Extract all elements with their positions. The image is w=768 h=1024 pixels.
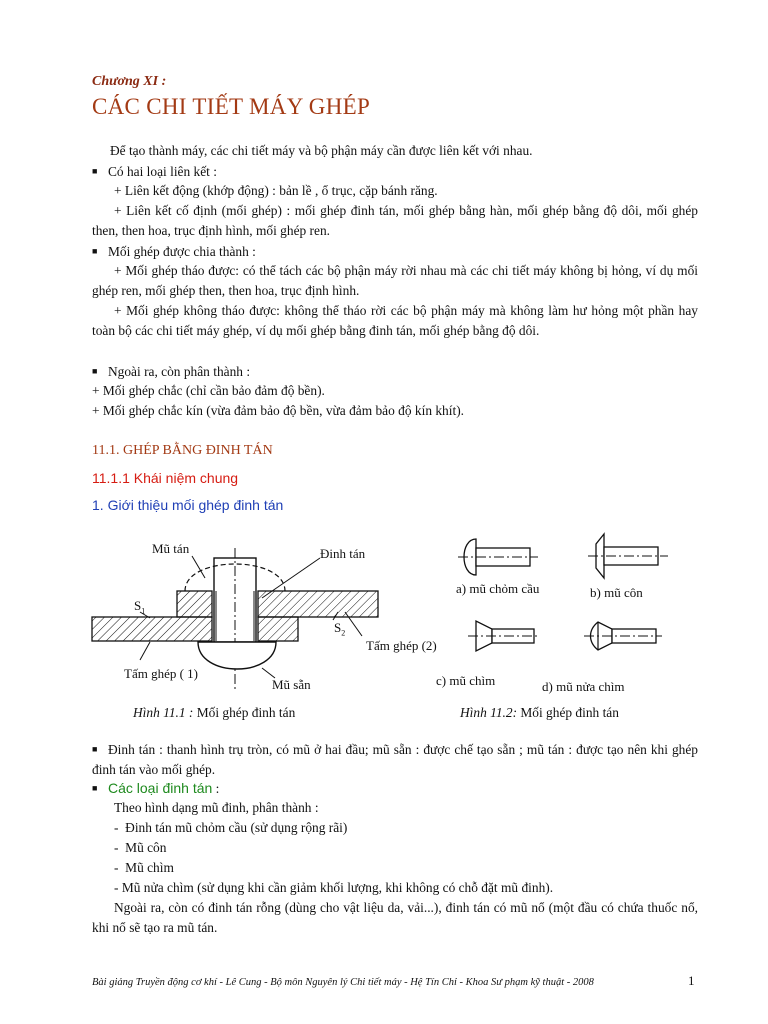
rivet-cone-head [588,534,668,578]
rivet-types-heading: ■ Các loại đinh tán : [92,780,220,796]
bullet-icon: ■ [92,246,98,256]
list-item: - Đinh tán mũ chỏm cầu (sử dụng rộng rãi) [114,820,348,835]
bullet-icon: ■ [92,744,98,754]
page-title: CÁC CHI TIẾT MÁY GHÉP [92,94,371,119]
label-cone-head: b) mũ côn [590,585,643,600]
non-detachable-text: + Mối ghép không tháo được: không thể tháo rời các bộ phận máy mà không làm hư hỏng một phần hay toàn bộ các chi tiết máy ghép, ví dụ mối ghép bằng đinh tán, mối ghép bằng độ dôi. [92,303,698,338]
label-mu-tan: Mũ tán [152,541,190,556]
bullet-split: ■ Mối ghép được chia thành : [92,241,698,262]
label-tam-ghep-2: Tấm ghép (2) [366,638,437,653]
rivet-round-head [458,539,538,575]
bullet-icon: ■ [92,366,98,376]
label-tam-ghep-1: Tấm ghép ( 1) [124,666,199,681]
page-number: 1 [688,973,695,988]
list-item: - Mũ côn [114,840,167,855]
footer-text: Bài giảng Truyền động cơ khí - Lê Cung - Bộ môn Nguyên lý Chi tiết máy - Hệ Tín Chỉ - Khoa Sư phạm kỹ thuật - 2008 [92,977,594,988]
type-fixed: + Liên kết cố định (mối ghép) : mối ghép đinh tán, mối ghép bằng hàn, mối ghép bằng độ dôi, mối ghép then, then hoa, trục định hình, mối ghép ren. [92,203,698,238]
intro-text: Để tạo thành máy, các chi tiết máy và bộ phận máy cần được liên kết với nhau. [110,143,533,158]
strong-joint: + Mối ghép chắc (chỉ cần bảo đảm độ bền). [92,383,325,398]
list-item: - Mũ nửa chìm (sử dụng khi cần giảm khối lượng, khi không có chỗ đặt mũ đinh). [114,880,554,895]
bullet-icon: ■ [92,783,98,793]
label-dinh-tan: Đinh tán [320,546,366,561]
type-dynamic: + Liên kết động (khớp động) : bản lề , ổ trục, cặp bánh răng. [114,183,438,198]
detachable-text: + Mối ghép tháo được: có thể tách các bộ phận máy rời nhau mà các chi tiết máy không bị hỏng, ví dụ mối ghép ren, mối ghép then, then hoa, trục định hình. [92,263,698,298]
rivet-definition: ■ Đinh tán : thanh hình trụ tròn, có mũ ở hai đầu; mũ sẵn : được chế tạo sẵn ; mũ tán : được tạo nên khi ghép đinh tán vào mối ghép. [92,739,698,780]
rivet-half-flush-head [584,622,662,650]
label-round-head: a) mũ chỏm cầu [456,581,540,596]
section-1-heading: 1. Giới thiệu mối ghép đinh tán [92,497,284,513]
section-11-1-1-heading: 11.1.1 Khái niệm chung [92,470,239,486]
rivet-flush-head [468,621,540,651]
bullet-also: ■ Ngoài ra, còn phân thành : [92,361,698,382]
label-mu-san: Mũ sẵn [272,677,311,692]
bullet-icon: ■ [92,166,98,176]
by-shape-text: Theo hình dạng mũ đinh, phân thành : [114,800,319,815]
section-11-1-heading: 11.1. GHÉP BẰNG ĐINH TÁN [92,443,273,458]
chapter-label: Chương XI : [92,74,167,89]
figure-11-1-caption: Hình 11.1 : Mối ghép đinh tán [133,705,296,720]
label-half-flush-head: d) mũ nửa chìm [542,679,625,694]
list-item: - Mũ chìm [114,860,174,875]
bullet-types: ■ Có hai loại liên kết : [92,161,698,182]
hollow-rivet-text: Ngoài ra, còn có đinh tán rỗng (dùng cho vật liệu da, vải...), đinh tán có mũ nổ (một đầu có chứa thuốc nổ, khi nổ sẽ tạo ra mũ tán. [92,900,698,935]
label-s1: $S_1$ [134,598,146,616]
label-s2: $S_2$ [334,620,346,638]
tight-joint: + Mối ghép chắc kín (vừa đảm bảo độ bền, vừa đảm bảo độ kín khít). [92,403,464,418]
figure-11-2-caption: Hình 11.2: Mối ghép đinh tán [460,705,619,720]
label-flush-head: c) mũ chìm [436,673,496,688]
